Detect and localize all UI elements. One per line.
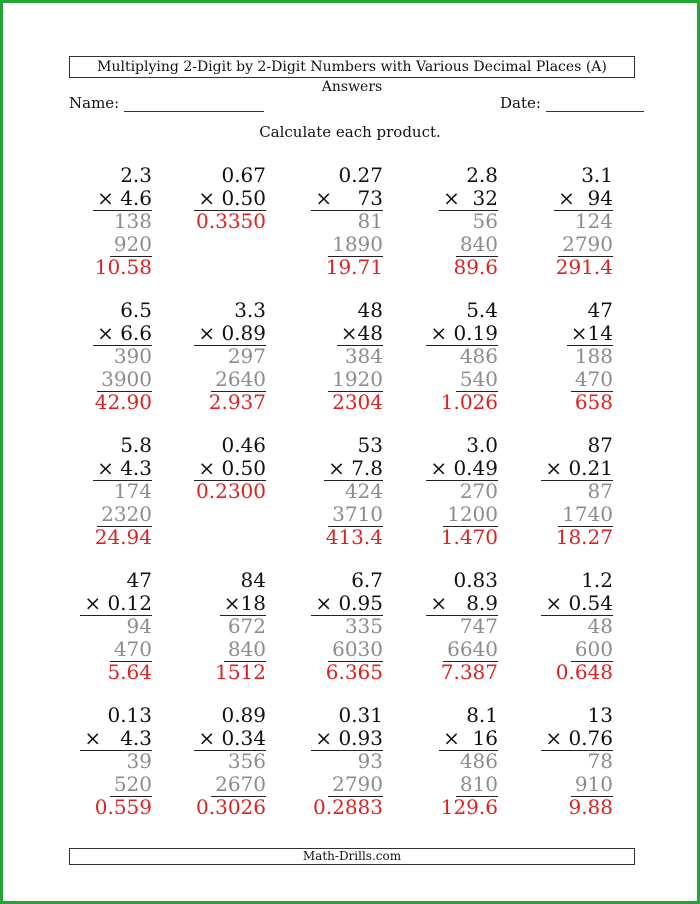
partial-product-2: 2790 xyxy=(332,772,383,796)
rule-line xyxy=(328,661,383,662)
partial-product-2: 6640 xyxy=(447,637,498,661)
rule-line xyxy=(93,480,152,481)
answer: 0.3026 xyxy=(196,795,266,819)
partial-product-1: 672 xyxy=(227,614,266,638)
answer: 1512 xyxy=(215,660,266,684)
problem xyxy=(42,299,152,414)
rule-line xyxy=(80,750,152,751)
partial-product-2: 920 xyxy=(113,232,152,256)
multiplicand: 3.3 xyxy=(234,298,266,322)
date-label: Date: xyxy=(500,94,541,112)
answer: 18.27 xyxy=(555,525,613,549)
partial-product-2: 1740 xyxy=(562,502,613,526)
problem xyxy=(388,704,498,819)
rule-line xyxy=(80,615,152,616)
partial-product-2: 3900 xyxy=(101,367,152,391)
problem xyxy=(156,164,266,233)
rule-line xyxy=(110,256,152,257)
multiplicand: 0.67 xyxy=(221,163,266,187)
rule-line xyxy=(97,391,152,392)
multiplier: × 0.50 xyxy=(198,186,266,210)
partial-product-2: 600 xyxy=(574,637,613,661)
multiplier: × 8.9 xyxy=(430,591,498,615)
partial-product-1: 124 xyxy=(574,209,613,233)
partial-product-1: 174 xyxy=(113,479,152,503)
partial-product-1: 747 xyxy=(459,614,498,638)
partial-product-1: 93 xyxy=(357,749,383,773)
rule-line xyxy=(541,750,613,751)
rule-line xyxy=(426,345,498,346)
problem xyxy=(42,164,152,279)
partial-product-2: 1200 xyxy=(447,502,498,526)
answer: 5.64 xyxy=(107,660,152,684)
multiplicand: 0.13 xyxy=(107,703,152,727)
multiplicand: 53 xyxy=(357,433,383,457)
partial-product-1: 87 xyxy=(587,479,613,503)
problem xyxy=(273,569,383,684)
rule-line xyxy=(194,750,266,751)
multiplicand: 0.89 xyxy=(221,703,266,727)
partial-product-2: 1920 xyxy=(332,367,383,391)
rule-line xyxy=(558,526,613,527)
multiplier: × 0.54 xyxy=(545,591,613,615)
problem xyxy=(388,569,498,684)
multiplier: × 0.95 xyxy=(315,591,383,615)
rule-line xyxy=(426,615,498,616)
partial-product-1: 94 xyxy=(126,614,152,638)
partial-product-2: 910 xyxy=(574,772,613,796)
multiplicand: 6.5 xyxy=(120,298,152,322)
rule-line xyxy=(324,480,383,481)
partial-product-2: 520 xyxy=(113,772,152,796)
problem xyxy=(503,704,613,819)
partial-product-1: 424 xyxy=(344,479,383,503)
rule-line xyxy=(558,256,613,257)
multiplicand: 0.27 xyxy=(338,163,383,187)
rule-line xyxy=(439,750,498,751)
partial-product-2: 3710 xyxy=(332,502,383,526)
multiplicand: 3.1 xyxy=(581,163,613,187)
answer: 7.387 xyxy=(440,660,498,684)
rule-line xyxy=(194,345,266,346)
multiplicand: 5.8 xyxy=(120,433,152,457)
partial-product-1: 81 xyxy=(357,209,383,233)
rule-line xyxy=(328,796,383,797)
rule-line xyxy=(456,391,498,392)
partial-product-1: 384 xyxy=(344,344,383,368)
rule-line xyxy=(97,526,152,527)
rule-line xyxy=(211,391,266,392)
rule-line xyxy=(194,210,266,211)
partial-product-1: 39 xyxy=(126,749,152,773)
multiplicand: 0.83 xyxy=(453,568,498,592)
multiplier: × 0.49 xyxy=(430,456,498,480)
answer: 1.026 xyxy=(440,390,498,414)
rule-line xyxy=(220,615,266,616)
rule-line xyxy=(571,796,613,797)
rule-line xyxy=(567,345,613,346)
rule-line xyxy=(456,256,498,257)
partial-product-1: 335 xyxy=(344,614,383,638)
answer: 658 xyxy=(574,390,613,414)
problem xyxy=(273,704,383,819)
rule-line xyxy=(328,526,383,527)
multiplicand: 1.2 xyxy=(581,568,613,592)
rule-line xyxy=(328,256,383,257)
partial-product-2: 840 xyxy=(227,637,266,661)
problem xyxy=(388,434,498,549)
problem xyxy=(273,434,383,549)
answer: 0.3350 xyxy=(196,209,266,233)
answer: 0.2883 xyxy=(313,795,383,819)
multiplier: × 7.8 xyxy=(328,456,383,480)
partial-product-1: 297 xyxy=(227,344,266,368)
multiplier: × 0.50 xyxy=(198,456,266,480)
multiplier: × 0.93 xyxy=(315,726,383,750)
problem xyxy=(503,164,613,279)
rule-line xyxy=(194,480,266,481)
rule-line xyxy=(337,345,383,346)
multiplier: × 0.76 xyxy=(545,726,613,750)
answer: 10.58 xyxy=(94,255,152,279)
multiplicand: 2.3 xyxy=(120,163,152,187)
rule-line xyxy=(443,661,498,662)
multiplicand: 47 xyxy=(587,298,613,322)
rule-line xyxy=(311,210,383,211)
answer: 2304 xyxy=(332,390,383,414)
problem xyxy=(156,299,266,414)
rule-line xyxy=(224,661,266,662)
multiplier: × 16 xyxy=(443,726,498,750)
partial-product-2: 2790 xyxy=(562,232,613,256)
rule-line xyxy=(110,796,152,797)
rule-line xyxy=(328,391,383,392)
answer: 6.365 xyxy=(325,660,383,684)
problem-grid xyxy=(3,3,697,901)
multiplicand: 6.7 xyxy=(351,568,383,592)
problem xyxy=(503,434,613,549)
rule-line xyxy=(311,615,383,616)
rule-line xyxy=(443,526,498,527)
partial-product-2: 840 xyxy=(459,232,498,256)
partial-product-2: 1890 xyxy=(332,232,383,256)
answer: 1.470 xyxy=(440,525,498,549)
partial-product-2: 540 xyxy=(459,367,498,391)
partial-product-2: 2640 xyxy=(215,367,266,391)
problem xyxy=(42,704,152,819)
multiplicand: 48 xyxy=(357,298,383,322)
rule-line xyxy=(110,661,152,662)
multiplier: × 94 xyxy=(558,186,613,210)
rule-line xyxy=(571,661,613,662)
multiplicand: 3.0 xyxy=(466,433,498,457)
answer: 413.4 xyxy=(325,525,383,549)
rule-line xyxy=(426,480,498,481)
partial-product-1: 486 xyxy=(459,749,498,773)
multiplier: × 0.19 xyxy=(430,321,498,345)
multiplicand: 0.46 xyxy=(221,433,266,457)
partial-product-1: 356 xyxy=(227,749,266,773)
rule-line xyxy=(93,345,152,346)
partial-product-2: 2320 xyxy=(101,502,152,526)
multiplicand: 5.4 xyxy=(466,298,498,322)
multiplier: × 4.3 xyxy=(84,726,152,750)
answer: 24.94 xyxy=(94,525,152,549)
multiplier: × 0.21 xyxy=(545,456,613,480)
problem xyxy=(503,569,613,684)
multiplier: × 6.6 xyxy=(97,321,152,345)
multiplicand: 0.31 xyxy=(338,703,383,727)
problem xyxy=(273,164,383,279)
multiplier: × 0.12 xyxy=(84,591,152,615)
name-label: Name: xyxy=(69,94,120,112)
multiplier: × 0.34 xyxy=(198,726,266,750)
problem xyxy=(388,164,498,279)
answer: 0.559 xyxy=(94,795,152,819)
answer: 89.6 xyxy=(453,255,498,279)
instructions: Calculate each product. xyxy=(259,123,441,141)
multiplier: ×48 xyxy=(340,321,383,345)
problem xyxy=(156,704,266,819)
rule-line xyxy=(541,615,613,616)
multiplicand: 84 xyxy=(240,568,266,592)
rule-line xyxy=(311,750,383,751)
rule-line xyxy=(439,210,498,211)
rule-line xyxy=(211,796,266,797)
multiplicand: 13 xyxy=(587,703,613,727)
multiplicand: 8.1 xyxy=(466,703,498,727)
partial-product-1: 486 xyxy=(459,344,498,368)
footer: Math-Drills.com xyxy=(69,848,635,865)
partial-product-2: 2670 xyxy=(215,772,266,796)
partial-product-2: 470 xyxy=(113,637,152,661)
worksheet-title: Multiplying 2-Digit by 2-Digit Numbers with Various Decimal Places (A) Answers xyxy=(69,56,635,78)
multiplier: ×14 xyxy=(570,321,613,345)
multiplier: ×18 xyxy=(223,591,266,615)
rule-line xyxy=(541,480,613,481)
multiplier: × 73 xyxy=(315,186,383,210)
multiplier: × 0.89 xyxy=(198,321,266,345)
partial-product-1: 138 xyxy=(113,209,152,233)
problem xyxy=(42,434,152,549)
answer: 129.6 xyxy=(440,795,498,819)
answer: 42.90 xyxy=(94,390,152,414)
answer: 291.4 xyxy=(555,255,613,279)
partial-product-1: 188 xyxy=(574,344,613,368)
answer: 0.648 xyxy=(555,660,613,684)
partial-product-1: 56 xyxy=(472,209,498,233)
problem xyxy=(388,299,498,414)
answer: 19.71 xyxy=(325,255,383,279)
problem xyxy=(42,569,152,684)
multiplicand: 47 xyxy=(126,568,152,592)
rule-line xyxy=(554,210,613,211)
partial-product-1: 48 xyxy=(587,614,613,638)
partial-product-1: 390 xyxy=(113,344,152,368)
multiplier: × 32 xyxy=(443,186,498,210)
partial-product-2: 470 xyxy=(574,367,613,391)
problem xyxy=(156,434,266,503)
multiplicand: 87 xyxy=(587,433,613,457)
rule-line xyxy=(571,391,613,392)
partial-product-1: 270 xyxy=(459,479,498,503)
problem xyxy=(503,299,613,414)
answer: 2.937 xyxy=(208,390,266,414)
multiplier: × 4.3 xyxy=(97,456,152,480)
partial-product-1: 78 xyxy=(587,749,613,773)
answer: 0.2300 xyxy=(196,479,266,503)
answer: 9.88 xyxy=(568,795,613,819)
problem xyxy=(273,299,383,414)
partial-product-2: 6030 xyxy=(332,637,383,661)
partial-product-2: 810 xyxy=(459,772,498,796)
rule-line xyxy=(93,210,152,211)
rule-line xyxy=(456,796,498,797)
multiplicand: 2.8 xyxy=(466,163,498,187)
problem xyxy=(156,569,266,684)
multiplier: × 4.6 xyxy=(97,186,152,210)
